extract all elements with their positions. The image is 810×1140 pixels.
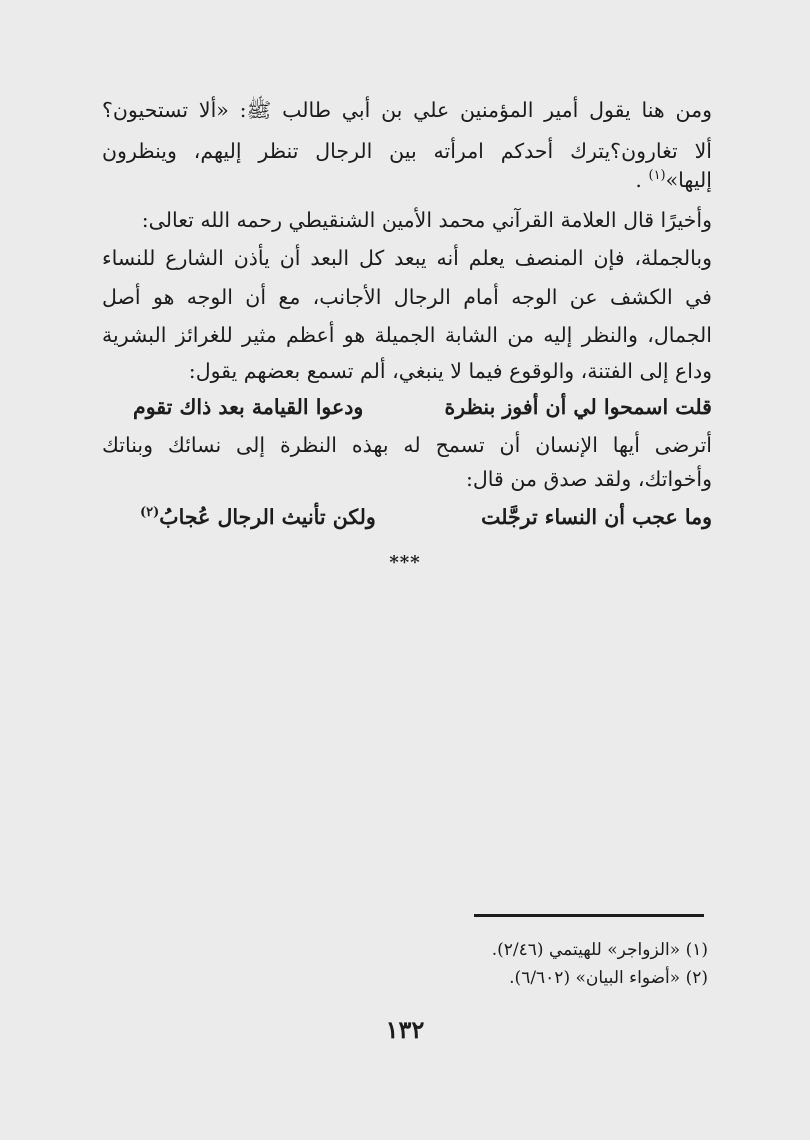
paragraph-1-line-3-text: إليها» [665,168,712,192]
footnote-marker-2: (٢) [140,505,160,521]
page-number: ١٣٢ [385,1015,425,1044]
verse-1-first-hemistich: قلت اسمحوا لي أن أفوز بنظرة [444,395,712,419]
footnote-2: (٢) «أضواء البيان» (٦/٦٠٢). [509,968,708,988]
paragraph-3-line-2: وأخواتك، ولقد صدق من قال: [466,467,712,491]
paragraph-1-line-3 [102,163,712,197]
paragraph-2-line-4: الجمال، والنظر إليه من الشابة الجميلة هو أعظم مثير للغرائز البشرية [102,323,712,347]
section-separator: *** [389,552,421,573]
paragraph-1-period: . [635,168,642,192]
paragraph-2-line-5: وداع إلى الفتنة، والوقوع فيما لا ينبغي، ألم تسمع بعضهم يقول: [188,359,712,383]
footnote-divider [474,914,704,917]
paragraph-3-line-1: أترضى أيها الإنسان أن تسمح له بهذه النظرة إلى نسائك وبناتك [102,433,712,457]
footnote-marker-1: (١) [648,168,666,184]
footnote-1: (١) «الزواجر» للهيتمي (٢/٤٦). [491,940,708,960]
verse-2-second-hemistich-text: ولكن تأنيث الرجال عُجابُ [159,505,376,529]
paragraph-2-line-1: وأخيرًا قال العلامة القرآني محمد الأمين الشنقيطي رحمه الله تعالى: [141,208,712,232]
paragraph-1-line-2: ألا تغارون؟يترك أحدكم امرأته بين الرجال تنظر إليهم، وينظرون [102,139,712,163]
verse-2-first-hemistich: وما عجب أن النساء ترجَّلت [481,505,712,529]
paragraph-1-line-1: ومن هنا يقول أمير المؤمنين علي بن أبي طالب ﷺ: «ألا تستحيون؟ [102,98,712,122]
verse-1-second-hemistich: ودعوا القيامة بعد ذاك تقوم [133,395,364,419]
paragraph-2-line-2: وبالجملة، فإن المنصف يعلم أنه يبعد كل البعد أن يأذن الشارع للنساء [102,246,712,270]
verse-2-second-hemistich [140,500,376,534]
paragraph-2-line-3: في الكشف عن الوجه أمام الرجال الأجانب، مع أن الوجه هو أصل [102,285,712,309]
